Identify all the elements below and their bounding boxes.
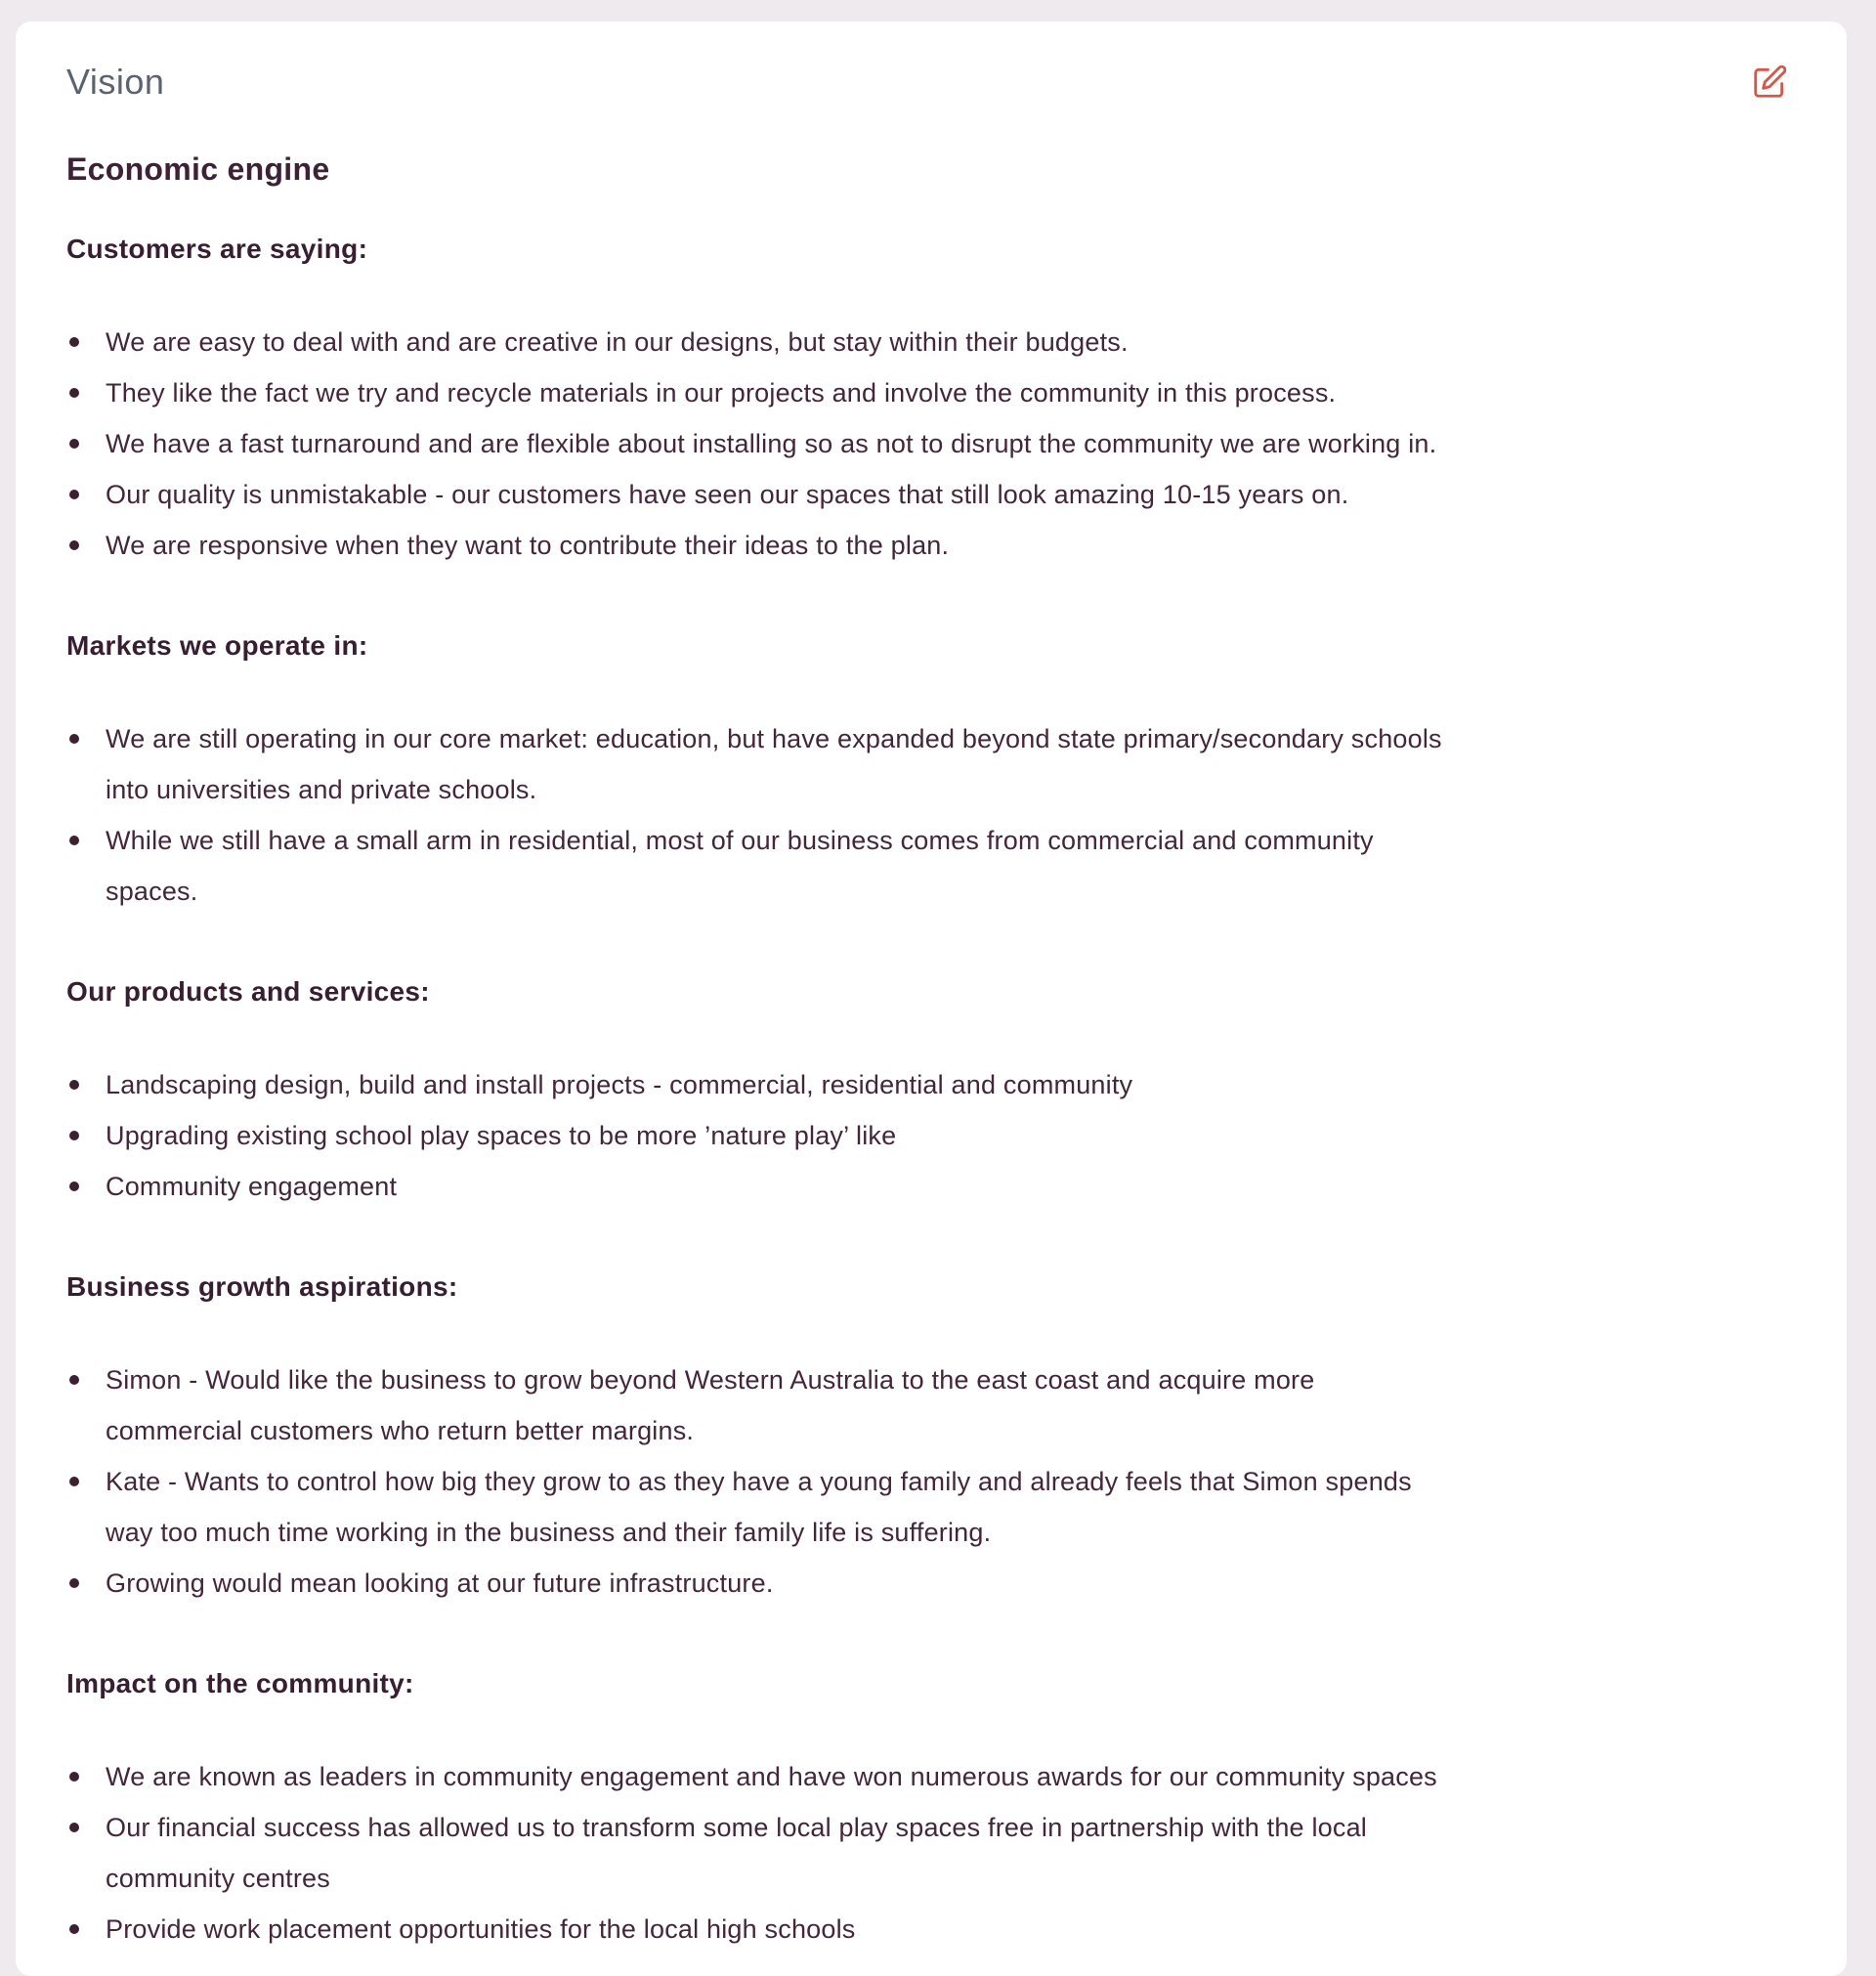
section-title: Our products and services: xyxy=(66,976,430,1007)
bullet-list xyxy=(66,1059,1796,1212)
document-section xyxy=(66,625,1796,917)
bullet-item: We are still operating in our core market: education, but have expanded beyond state primary/secondary schools into universities and private schools. xyxy=(66,713,1454,815)
bullet-item: Landscaping design, build and install projects - commercial, residential and community xyxy=(66,1059,1454,1110)
bullet-item: We are easy to deal with and are creative in our designs, but stay within their budgets. xyxy=(66,317,1454,367)
page-title: Vision xyxy=(66,62,165,102)
bullet-item: Growing would mean looking at our future infrastructure. xyxy=(66,1558,1454,1609)
bullet-item: Our quality is unmistakable - our customers have seen our spaces that still look amazing 10-15 years on. xyxy=(66,469,1454,520)
bullet-list xyxy=(66,317,1796,571)
bullet-item: We are known as leaders in community engagement and have won numerous awards for our community spaces xyxy=(66,1751,1454,1802)
bullet-item: Our financial success has allowed us to transform some local play spaces free in partnership with the local community centres xyxy=(66,1802,1454,1904)
document-section xyxy=(66,1267,1796,1609)
edit-pencil-square-icon xyxy=(1751,64,1790,101)
section-title: Customers are saying: xyxy=(66,234,368,264)
bullet-item: Community engagement xyxy=(66,1161,1454,1212)
bullet-item: Provide work placement opportunities for the local high schools xyxy=(66,1904,1454,1955)
bullet-item: We are responsive when they want to contribute their ideas to the plan. xyxy=(66,520,1454,571)
document-section xyxy=(66,971,1796,1212)
document-section xyxy=(66,1663,1796,1955)
bullet-list xyxy=(66,713,1796,917)
section-title: Business growth aspirations: xyxy=(66,1271,458,1302)
bullet-item: We have a fast turnaround and are flexible about installing so as not to disrupt the community we are working in. xyxy=(66,418,1454,469)
section-title: Impact on the community: xyxy=(66,1668,414,1698)
bullet-item: They like the fact we try and recycle materials in our projects and involve the community in this process. xyxy=(66,367,1454,418)
vision-card xyxy=(16,21,1847,1976)
bullet-item: While we still have a small arm in residential, most of our business comes from commercial and community spaces. xyxy=(66,815,1454,917)
bullet-item: Kate - Wants to control how big they grow to as they have a young family and already feels that Simon spends way too much time working in the business and their family life is suffering. xyxy=(66,1456,1454,1558)
edit-button[interactable] xyxy=(1751,63,1790,102)
bullet-list xyxy=(66,1751,1796,1955)
sections-container xyxy=(66,229,1796,1955)
bullet-list xyxy=(66,1354,1796,1609)
bullet-item: Simon - Would like the business to grow beyond Western Australia to the east coast and acquire more commercial customers who return better margins. xyxy=(66,1354,1454,1456)
document-heading: Economic engine xyxy=(66,151,330,187)
document-section xyxy=(66,229,1796,571)
bullet-item: Upgrading existing school play spaces to be more ’nature play’ like xyxy=(66,1110,1454,1161)
section-title: Markets we operate in: xyxy=(66,630,368,661)
card-header xyxy=(66,61,1796,104)
